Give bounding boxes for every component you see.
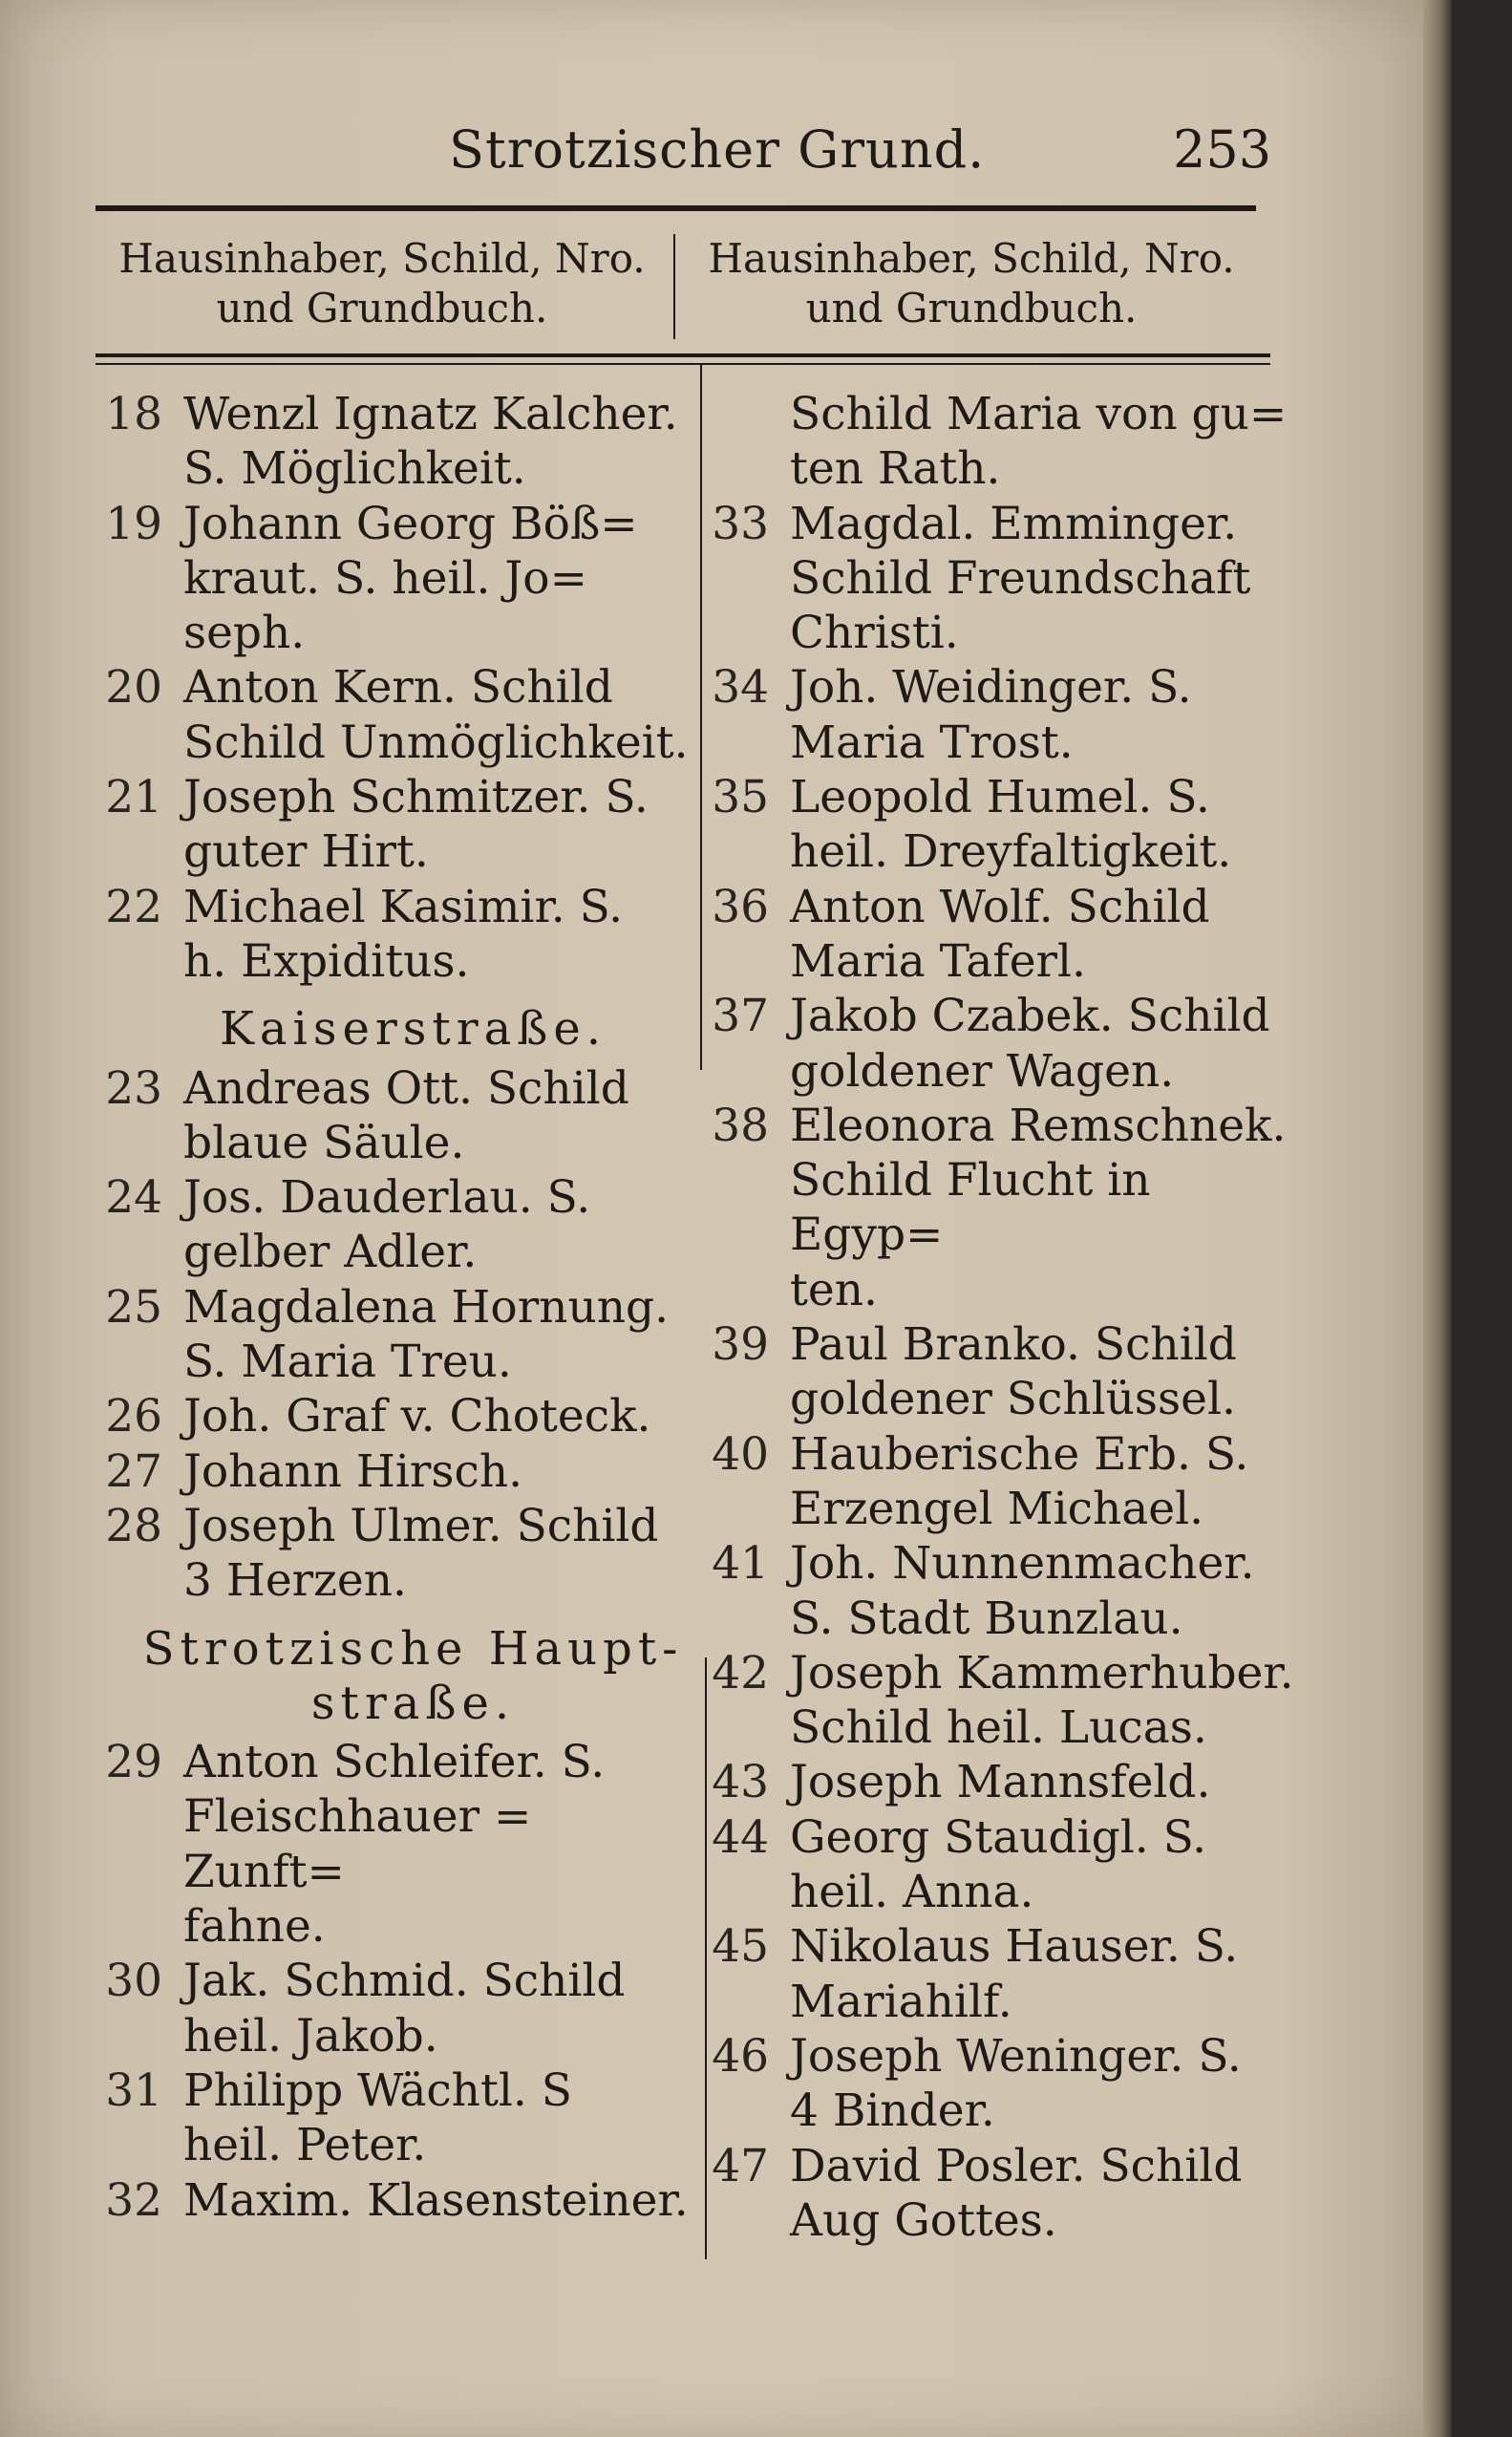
entry-line: Schild Maria von gu= bbox=[790, 388, 1288, 440]
house-number: 44 bbox=[712, 1810, 769, 1864]
list-item bbox=[702, 1317, 1294, 1427]
entry-line: Mariahilf. bbox=[790, 1975, 1012, 2028]
list-item bbox=[96, 2173, 692, 2228]
house-number: 31 bbox=[105, 2063, 162, 2117]
entry-line: S. Möglichkeit. bbox=[183, 442, 526, 496]
list-item bbox=[702, 1810, 1294, 1920]
entry-line: goldener Wagen. bbox=[790, 1044, 1175, 1098]
entry-line: Schild Unmöglichkeit. bbox=[183, 716, 689, 769]
list-item bbox=[702, 660, 1294, 770]
entry-line: Anton Kern. Schild bbox=[183, 661, 613, 715]
table-top-rule bbox=[96, 353, 1270, 357]
entry-line: Wenzl Ignatz Kalcher. bbox=[183, 388, 678, 440]
column-header-right-line2: und Grundbuch. bbox=[805, 285, 1138, 331]
entry-line: seph. bbox=[183, 607, 306, 660]
section-title-strotzische-hauptstrasse bbox=[96, 1609, 692, 1736]
column-header-divider bbox=[673, 234, 675, 339]
entry-line: heil. Anna. bbox=[790, 1866, 1034, 1919]
entry-line: Maria Trost. bbox=[790, 716, 1074, 769]
table-top-rule-thin bbox=[96, 363, 1270, 365]
running-header-title: Strotzischer Grund. bbox=[449, 119, 986, 180]
entry-line: gelber Adler. bbox=[183, 1226, 478, 1279]
entry-line: guter Hirt. bbox=[183, 825, 429, 879]
entry-line: Joseph Kammerhuber. bbox=[790, 1646, 1294, 1699]
section-title-kaiserstrasse: Kaiserstraße. bbox=[219, 1002, 607, 1057]
entry-line: Schild Flucht in Egyp= bbox=[790, 1154, 1151, 1262]
entry-line: fahne. bbox=[183, 1900, 326, 1954]
entry-line: Hauberische Erb. S. bbox=[790, 1427, 1249, 1481]
house-number: 23 bbox=[105, 1061, 162, 1115]
house-number: 22 bbox=[105, 880, 162, 933]
entry-line: 4 Binder. bbox=[790, 2084, 995, 2138]
house-number: 42 bbox=[712, 1646, 769, 1699]
list-item bbox=[96, 1954, 692, 2063]
list-item-continuation bbox=[702, 387, 1294, 497]
entry-line: Joseph Ulmer. Schild bbox=[183, 1499, 659, 1552]
house-number: 25 bbox=[105, 1280, 162, 1334]
entry-line: Michael Kasimir. S. bbox=[183, 880, 624, 933]
entry-line: Jak. Schmid. Schild bbox=[183, 1955, 626, 2008]
column-header-left-line2: und Grundbuch. bbox=[216, 285, 548, 331]
entry-line: kraut. S. heil. Jo= bbox=[183, 551, 587, 605]
house-number: 28 bbox=[105, 1499, 162, 1552]
house-number: 30 bbox=[105, 1955, 162, 2008]
house-number: 38 bbox=[712, 1099, 769, 1152]
entry-line: Christi. bbox=[790, 607, 959, 660]
left-column bbox=[96, 387, 692, 2228]
entry-line: Aug Gottes. bbox=[790, 2193, 1057, 2247]
house-number: 29 bbox=[105, 1736, 162, 1789]
entry-line: Schild heil. Lucas. bbox=[790, 1701, 1207, 1755]
house-number: 37 bbox=[712, 990, 769, 1043]
house-number: 36 bbox=[712, 880, 769, 933]
entry-line: Fleischhauer = Zunft= bbox=[183, 1790, 532, 1898]
house-number: 46 bbox=[712, 2029, 769, 2083]
house-number: 43 bbox=[712, 1756, 769, 1809]
entry-line: Jos. Dauderlau. S. bbox=[183, 1171, 591, 1225]
list-item bbox=[702, 2139, 1294, 2249]
house-number: 20 bbox=[105, 661, 162, 715]
entry-line: Joh. Weidinger. S. bbox=[790, 661, 1192, 715]
house-number: 32 bbox=[105, 2173, 162, 2227]
list-item bbox=[702, 2029, 1294, 2139]
left-block-2 bbox=[96, 1061, 692, 1609]
list-item bbox=[702, 880, 1294, 990]
list-item bbox=[96, 660, 692, 770]
list-item bbox=[702, 497, 1294, 661]
entry-line: Magdal. Emminger. bbox=[790, 497, 1238, 550]
list-item bbox=[96, 1170, 692, 1280]
house-number: 47 bbox=[712, 2139, 769, 2192]
entry-line: S. Stadt Bunzlau. bbox=[790, 1592, 1183, 1645]
list-item bbox=[96, 1389, 692, 1443]
list-item bbox=[96, 1280, 692, 1390]
entry-line: Joseph Mannsfeld. bbox=[790, 1756, 1211, 1809]
house-number: 33 bbox=[712, 497, 769, 550]
entry-line: Erzengel Michael. bbox=[790, 1482, 1204, 1535]
left-block-1 bbox=[96, 387, 692, 989]
column-header-right bbox=[680, 234, 1263, 333]
list-item bbox=[96, 1444, 692, 1499]
house-number: 27 bbox=[105, 1444, 162, 1498]
list-item bbox=[702, 1099, 1294, 1317]
entry-line: Philipp Wächtl. S bbox=[183, 2063, 572, 2117]
list-item bbox=[702, 1646, 1294, 1756]
entry-line: Anton Wolf. Schild bbox=[790, 880, 1210, 933]
page-number: 253 bbox=[1173, 119, 1272, 180]
list-item bbox=[96, 497, 692, 661]
list-item bbox=[702, 1427, 1294, 1537]
entry-line: heil. Peter. bbox=[183, 2119, 427, 2172]
entry-line: Maxim. Klasensteiner. bbox=[183, 2173, 689, 2227]
entry-line: Joh. Graf v. Choteck. bbox=[183, 1390, 651, 1443]
entry-line: Schild Freundschaft bbox=[790, 551, 1251, 605]
entry-line: Maria Taferl. bbox=[790, 934, 1086, 988]
house-number: 35 bbox=[712, 771, 769, 824]
column-header-right-line1: Hausinhaber, Schild, Nro. bbox=[708, 235, 1235, 282]
page-edge bbox=[1423, 0, 1452, 2437]
header-rule bbox=[96, 205, 1256, 211]
house-number: 40 bbox=[712, 1427, 769, 1481]
list-item bbox=[702, 1919, 1294, 2029]
list-item bbox=[96, 770, 692, 880]
left-block-3 bbox=[96, 1735, 692, 2228]
entry-line: blaue Säule. bbox=[183, 1116, 465, 1169]
entry-line: ten. bbox=[790, 1263, 878, 1316]
entry-line: Johann Hirsch. bbox=[183, 1444, 523, 1498]
list-item bbox=[96, 880, 692, 990]
house-number: 39 bbox=[712, 1318, 769, 1372]
column-header-left bbox=[91, 234, 673, 333]
list-item bbox=[96, 387, 692, 497]
list-item bbox=[702, 770, 1294, 880]
entry-line: 3 Herzen. bbox=[183, 1554, 407, 1608]
entry-line: heil. Jakob. bbox=[183, 2009, 438, 2063]
entry-line: Magdalena Hornung. bbox=[183, 1280, 670, 1334]
house-number: 24 bbox=[105, 1171, 162, 1225]
entry-line: h. Expiditus. bbox=[183, 934, 470, 988]
entry-line: Anton Schleifer. S. bbox=[183, 1736, 606, 1789]
entry-line: Leopold Humel. S. bbox=[790, 771, 1210, 824]
entry-line: Joh. Nunnenmacher. bbox=[790, 1537, 1255, 1591]
entry-line: Eleonora Remschnek. bbox=[790, 1099, 1287, 1152]
entry-line: Paul Branko. Schild bbox=[790, 1318, 1237, 1372]
list-item bbox=[96, 2063, 692, 2173]
list-item bbox=[702, 1755, 1294, 1809]
list-item bbox=[702, 1536, 1294, 1646]
list-item bbox=[96, 1735, 692, 1954]
house-number: 19 bbox=[105, 497, 162, 550]
right-column bbox=[702, 387, 1294, 2248]
entry-line: heil. Dreyfaltigkeit. bbox=[790, 825, 1232, 879]
entry-line: S. Maria Treu. bbox=[183, 1336, 512, 1389]
entry-line: Joseph Schmitzer. S. bbox=[183, 771, 649, 824]
entry-line: Nikolaus Hauser. S. bbox=[790, 1920, 1239, 1974]
house-number: 34 bbox=[712, 661, 769, 715]
house-number: 18 bbox=[105, 388, 162, 440]
house-number: 41 bbox=[712, 1537, 769, 1591]
list-item bbox=[96, 1061, 692, 1171]
list-item bbox=[702, 989, 1294, 1099]
entry-line: Georg Staudigl. S. bbox=[790, 1810, 1207, 1864]
section-title-line2: straße. bbox=[310, 1676, 516, 1730]
entry-line: ten Rath. bbox=[790, 442, 1001, 496]
section-title-line1: Strotzische Haupt- bbox=[142, 1621, 684, 1676]
entry-line: Joseph Weninger. S. bbox=[790, 2029, 1242, 2083]
column-header-left-line1: Hausinhaber, Schild, Nro. bbox=[118, 235, 646, 282]
list-item bbox=[96, 1499, 692, 1609]
house-number: 26 bbox=[105, 1390, 162, 1443]
entry-line: Johann Georg Böß= bbox=[183, 497, 638, 550]
house-number: 21 bbox=[105, 771, 162, 824]
entry-line: David Posler. Schild bbox=[790, 2139, 1243, 2192]
entry-line: Jakob Czabek. Schild bbox=[790, 990, 1270, 1043]
entry-line: Andreas Ott. Schild bbox=[183, 1061, 629, 1115]
entry-line: goldener Schlüssel. bbox=[790, 1373, 1236, 1426]
house-number: 45 bbox=[712, 1920, 769, 1974]
